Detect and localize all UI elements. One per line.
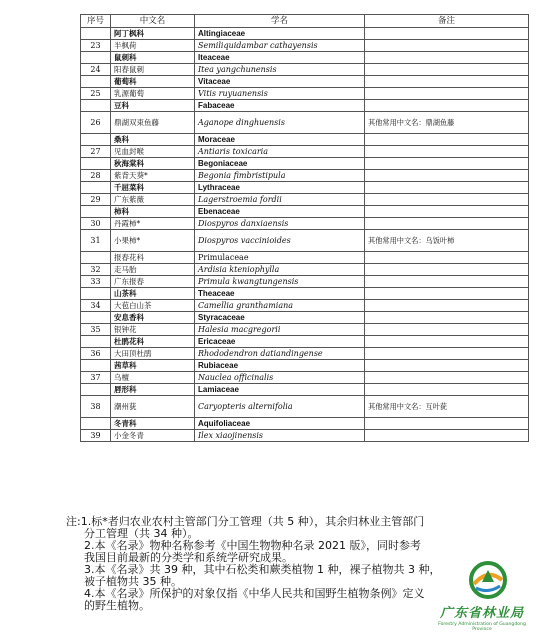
remark-cell <box>365 430 529 442</box>
family-row <box>81 312 529 324</box>
family-row <box>81 134 529 146</box>
row-index-cell <box>81 206 111 218</box>
chinese-name-cell: 柿科 <box>111 206 195 218</box>
table-row <box>81 218 529 230</box>
chinese-name-cell: 小金冬青 <box>111 430 195 442</box>
table-row <box>81 264 529 276</box>
family-row <box>81 418 529 430</box>
row-index-cell: 29 <box>81 194 111 206</box>
row-index-cell: 24 <box>81 64 111 76</box>
chinese-name-cell: 紫背天葵* <box>111 170 195 182</box>
table-row <box>81 372 529 384</box>
remark-cell <box>365 64 529 76</box>
row-index-cell <box>81 336 111 348</box>
scientific-name-cell: Lamiaceae <box>195 384 365 396</box>
row-index-cell <box>81 418 111 430</box>
scientific-name-cell: Altingiaceae <box>195 28 365 40</box>
remark-cell: 其他常用中文名：乌饭叶柿 <box>365 230 529 252</box>
forestry-emblem-icon <box>468 560 508 600</box>
scientific-name-cell: Rubiaceae <box>195 360 365 372</box>
species-table <box>80 14 529 442</box>
family-row <box>81 360 529 372</box>
footnote-1-line-2: 分工管理（共 34 种）。 <box>84 527 199 540</box>
row-index-cell: 37 <box>81 372 111 384</box>
row-index-cell: 32 <box>81 264 111 276</box>
remark-cell <box>365 206 529 218</box>
scientific-name-cell: Ardisia kteniophylla <box>195 264 365 276</box>
footnote-3-line-2: 被子植物共 35 种。 <box>84 575 182 588</box>
footnote-4-line-1: 4.本《名录》所保护的对象仅指《中华人民共和国野生植物条例》定义 <box>84 587 425 600</box>
scientific-name-cell: Iteaceae <box>195 52 365 64</box>
family-row <box>81 182 529 194</box>
row-index-cell <box>81 158 111 170</box>
remark-cell <box>365 40 529 52</box>
remark-cell <box>365 158 529 170</box>
scientific-name-cell: Camellia granthamiana <box>195 300 365 312</box>
chinese-name-cell: 鼠刺科 <box>111 52 195 64</box>
scientific-name-cell: Ericaceae <box>195 336 365 348</box>
table-row <box>81 88 529 100</box>
chinese-name-cell: 走马胎 <box>111 264 195 276</box>
chinese-name-cell: 千屈菜科 <box>111 182 195 194</box>
table-row <box>81 40 529 52</box>
table-row <box>81 230 529 252</box>
footnote-2-line-1: 2.本《名录》物种名称参考《中国生物物种名录 2021 版》，同时参考 <box>84 539 421 552</box>
family-row <box>81 288 529 300</box>
scientific-name-cell: Begonia fimbristipula <box>195 170 365 182</box>
row-index-cell: 38 <box>81 396 111 418</box>
row-index-cell <box>81 182 111 194</box>
footnote-1-line-1: 注:1.标*者归农业农村主管部门分工管理（共 5 种），其余归林业主管部门 <box>66 515 425 528</box>
scientific-name-cell: Semiliquidambar cathayensis <box>195 40 365 52</box>
chinese-name-cell: 丹霞柿* <box>111 218 195 230</box>
logo-subtitle: Forestry Administration of Guangdong Province <box>438 622 526 632</box>
table-row <box>81 300 529 312</box>
remark-cell <box>365 88 529 100</box>
row-index-cell <box>81 134 111 146</box>
row-index-cell <box>81 252 111 264</box>
row-index-cell: 39 <box>81 430 111 442</box>
remark-cell: 其他常用中文名：互叶莸 <box>365 396 529 418</box>
chinese-name-cell: 银钟花 <box>111 324 195 336</box>
table-row <box>81 194 529 206</box>
row-index-cell <box>81 52 111 64</box>
row-index-cell: 31 <box>81 230 111 252</box>
chinese-name-cell: 冬青科 <box>111 418 195 430</box>
chinese-name-cell: 广东紫薇 <box>111 194 195 206</box>
row-index-cell: 25 <box>81 88 111 100</box>
remark-cell <box>365 218 529 230</box>
scientific-name-cell: Moraceae <box>195 134 365 146</box>
family-row <box>81 100 529 112</box>
row-index-cell: 26 <box>81 112 111 134</box>
row-index-cell <box>81 360 111 372</box>
remark-cell <box>365 300 529 312</box>
family-row <box>81 76 529 88</box>
chinese-name-cell: 豆科 <box>111 100 195 112</box>
remark-cell <box>365 264 529 276</box>
table-row <box>81 64 529 76</box>
remark-cell <box>365 324 529 336</box>
row-index-cell: 35 <box>81 324 111 336</box>
family-row <box>81 28 529 40</box>
remark-cell <box>365 194 529 206</box>
scientific-name-cell: Nauclea officinalis <box>195 372 365 384</box>
chinese-name-cell: 葡萄科 <box>111 76 195 88</box>
scientific-name-cell: Vitaceae <box>195 76 365 88</box>
table-row <box>81 252 529 264</box>
scientific-name-cell: Antiaris toxicaria <box>195 146 365 158</box>
table-row <box>81 324 529 336</box>
row-index-cell <box>81 312 111 324</box>
scientific-name-cell: Itea yangchunensis <box>195 64 365 76</box>
chinese-name-cell: 广东报春 <box>111 276 195 288</box>
table-header-row <box>81 15 529 28</box>
row-index-cell: 23 <box>81 40 111 52</box>
logo-title: 广东省林业局 <box>439 606 524 621</box>
chinese-name-cell: 乳源葡萄 <box>111 88 195 100</box>
scientific-name-cell: Lythraceae <box>195 182 365 194</box>
family-row <box>81 52 529 64</box>
footnote-3-line-1: 3.本《名录》共 39 种，其中石松类和蕨类植物 1 种，裸子植物共 3 种， <box>84 563 441 576</box>
chinese-name-cell: 乌檀 <box>111 372 195 384</box>
chinese-name-cell: 秋海棠科 <box>111 158 195 170</box>
chinese-name-cell: 鼎湖双束鱼藤 <box>111 112 195 134</box>
scientific-name-cell: Ebenaceae <box>195 206 365 218</box>
header-scientific-name: 学名 <box>195 15 365 28</box>
row-index-cell <box>81 100 111 112</box>
scientific-name-cell: Theaceae <box>195 288 365 300</box>
row-index-cell <box>81 288 111 300</box>
row-index-cell <box>81 76 111 88</box>
row-index-cell: 28 <box>81 170 111 182</box>
chinese-name-cell: 大田顶杜鹃 <box>111 348 195 360</box>
scientific-name-cell: Begoniaceae <box>195 158 365 170</box>
scientific-name-cell: Primula kwangtungensis <box>195 276 365 288</box>
scientific-name-cell: Caryopteris alternifolia <box>195 396 365 418</box>
remark-cell <box>365 312 529 324</box>
header-chinese-name: 中文名 <box>111 15 195 28</box>
remark-cell <box>365 76 529 88</box>
table-row <box>81 430 529 442</box>
chinese-name-cell: 大苞白山茶 <box>111 300 195 312</box>
chinese-name-cell: 桑科 <box>111 134 195 146</box>
row-index-cell: 30 <box>81 218 111 230</box>
remark-cell <box>365 384 529 396</box>
family-row <box>81 158 529 170</box>
table-row <box>81 170 529 182</box>
footnote-2-line-2: 我国目前最新的分类学和系统学研究成果。 <box>84 551 293 564</box>
remark-cell <box>365 418 529 430</box>
remark-cell <box>365 348 529 360</box>
table-row <box>81 146 529 158</box>
forestry-logo <box>432 560 532 636</box>
scientific-name-cell: Diospyros danxiaensis <box>195 218 365 230</box>
row-index-cell: 27 <box>81 146 111 158</box>
chinese-name-cell: 半枫荷 <box>111 40 195 52</box>
chinese-name-cell: 阿丁枫科 <box>111 28 195 40</box>
family-row <box>81 336 529 348</box>
chinese-name-cell: 山茶科 <box>111 288 195 300</box>
footnote-4-line-2: 的野生植物。 <box>84 599 150 612</box>
scientific-name-cell: Ilex xiaojinensis <box>195 430 365 442</box>
scientific-name-cell: Lagerstroemia fordii <box>195 194 365 206</box>
family-row <box>81 206 529 218</box>
remark-cell <box>365 170 529 182</box>
remark-cell <box>365 100 529 112</box>
family-row <box>81 384 529 396</box>
row-index-cell: 34 <box>81 300 111 312</box>
scientific-name-cell: Styracaceae <box>195 312 365 324</box>
chinese-name-cell: 阳春鼠刺 <box>111 64 195 76</box>
scientific-name-cell: Rhododendron datiandingense <box>195 348 365 360</box>
table-body <box>81 28 529 442</box>
scientific-name-cell: Aganope dinghuensis <box>195 112 365 134</box>
remark-cell <box>365 276 529 288</box>
remark-cell <box>365 288 529 300</box>
remark-cell <box>365 336 529 348</box>
chinese-name-cell: 见血封喉 <box>111 146 195 158</box>
chinese-name-cell: 安息香科 <box>111 312 195 324</box>
chinese-name-cell: 茜草科 <box>111 360 195 372</box>
remark-cell: 其他常用中文名：鼎湖鱼藤 <box>365 112 529 134</box>
row-index-cell: 36 <box>81 348 111 360</box>
remark-cell <box>365 360 529 372</box>
table-row <box>81 396 529 418</box>
chinese-name-cell: 潮州莸 <box>111 396 195 418</box>
remark-cell <box>365 182 529 194</box>
table-row <box>81 276 529 288</box>
row-index-cell <box>81 28 111 40</box>
remark-cell <box>365 372 529 384</box>
remark-cell <box>365 146 529 158</box>
scientific-name-cell: Halesia macgregorii <box>195 324 365 336</box>
header-index: 序号 <box>81 15 111 28</box>
remark-cell <box>365 134 529 146</box>
remark-cell <box>365 28 529 40</box>
header-remarks: 备注 <box>365 15 529 28</box>
chinese-name-cell: 报春花科 <box>111 252 195 264</box>
chinese-name-cell: 小果柿* <box>111 230 195 252</box>
table-row <box>81 112 529 134</box>
row-index-cell: 33 <box>81 276 111 288</box>
scientific-name-cell: Aquifoliaceae <box>195 418 365 430</box>
row-index-cell <box>81 384 111 396</box>
scientific-name-cell: Diospyros vaccinioides <box>195 230 365 252</box>
scientific-name-cell: Vitis ruyuanensis <box>195 88 365 100</box>
chinese-name-cell: 唇形科 <box>111 384 195 396</box>
remark-cell <box>365 252 529 264</box>
chinese-name-cell: 杜鹃花科 <box>111 336 195 348</box>
table-row <box>81 348 529 360</box>
scientific-name-cell: Fabaceae <box>195 100 365 112</box>
scientific-name-cell: Primulaceae <box>195 252 365 264</box>
remark-cell <box>365 52 529 64</box>
